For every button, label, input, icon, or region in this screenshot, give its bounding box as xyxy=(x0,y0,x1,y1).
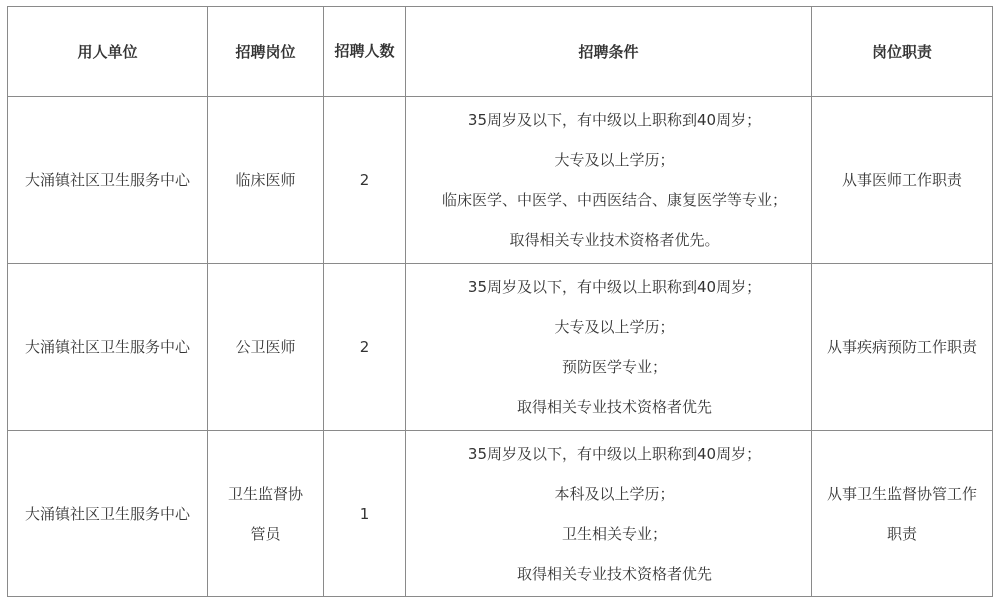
table-row xyxy=(8,264,993,431)
table-row xyxy=(8,97,993,264)
cell-duty: 从事医师工作职责 xyxy=(812,97,993,264)
cell-count: 2 xyxy=(324,264,406,431)
condition-item: 取得相关专业技术资格者优先 xyxy=(516,564,712,583)
condition-item: 临床医学、中医学、中西医结合、康复医学等专业； xyxy=(441,191,787,209)
condition-item: 本科及以上学历； xyxy=(554,484,675,503)
cell-unit: 大涌镇社区卫生服务中心 xyxy=(8,431,208,597)
cell-duty: 从事疾病预防工作职责 xyxy=(812,264,993,431)
cell-position: 临床医师 xyxy=(208,97,324,264)
cell-unit: 大涌镇社区卫生服务中心 xyxy=(8,97,208,264)
cell-position: 公卫医师 xyxy=(208,264,324,431)
header-count: 招聘人数 xyxy=(324,7,406,97)
condition-item: 35周岁及以下，有中级以上职称到40周岁； xyxy=(467,444,762,463)
condition-item: 大专及以上学历； xyxy=(554,318,675,336)
condition-item: 35周岁及以下，有中级以上职称到40周岁； xyxy=(467,278,762,296)
table-header-row xyxy=(8,7,993,97)
header-duty: 岗位职责 xyxy=(812,7,993,97)
condition-item: 取得相关专业技术资格者优先 xyxy=(516,398,712,416)
cell-unit: 大涌镇社区卫生服务中心 xyxy=(8,264,208,431)
cell-duty: 从事卫生监督协管工作职责 xyxy=(812,431,993,597)
header-unit: 用人单位 xyxy=(8,7,208,97)
condition-item: 大专及以上学历； xyxy=(554,151,675,169)
cell-count: 1 xyxy=(324,431,406,597)
cell-count: 2 xyxy=(324,97,406,264)
cell-position: 卫生监督协管员 xyxy=(208,431,324,597)
recruitment-table xyxy=(7,6,993,597)
cell-conditions xyxy=(406,431,812,597)
header-position: 招聘岗位 xyxy=(208,7,324,97)
condition-item: 取得相关专业技术资格者优先。 xyxy=(509,231,720,249)
condition-item: 35周岁及以下，有中级以上职称到40周岁； xyxy=(467,111,762,129)
header-conditions: 招聘条件 xyxy=(406,7,812,97)
cell-conditions xyxy=(406,264,812,431)
condition-item: 卫生相关专业； xyxy=(561,524,667,543)
cell-conditions xyxy=(406,97,812,264)
table-row xyxy=(8,431,993,597)
condition-item: 预防医学专业； xyxy=(561,358,667,376)
